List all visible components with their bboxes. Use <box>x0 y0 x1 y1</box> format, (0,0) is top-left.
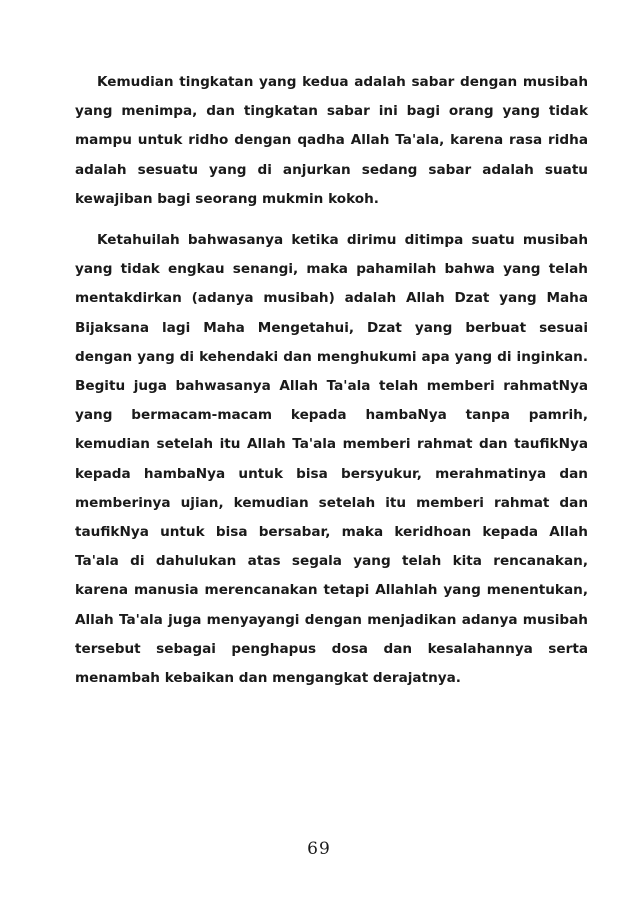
page-number: 69 <box>307 839 331 859</box>
paragraph-1: Kemudian tingkatan yang kedua adalah sabar dengan musibah yang menimpa, dan tingkatan sabar ini bagi orang yang tidak mampu untuk ridho dengan qadha Allah Ta'ala, karena rasa ridha adalah sesuatu yang di anjurkan sedang sabar adalah suatu kewajiban bagi seorang mukmin kokoh. <box>75 74 588 207</box>
paragraph-2: Ketahuilah bahwasanya ketika dirimu ditimpa suatu musibah yang tidak engkau senangi, maka pahamilah bahwa yang telah mentakdirkan (adanya musibah) adalah Allah Dzat yang Maha Bijaksana lagi Maha Mengetahui, Dzat yang berbuat sesuai dengan yang di kehendaki dan menghukumi apa yang di inginkan. Begitu juga bahwasanya Allah Ta'ala telah memberi rahmatNya yang bermacam-macam kepada hambaNya tanpa pamrih, kemudian setelah itu Allah Ta'ala memberi rahmat dan taufikNya kepada hambaNya untuk bisa bersyukur, merahmatinya dan memberinya ujian, kemudian setelah itu memberi rahmat dan taufikNya untuk bisa bersabar, maka keridhoan kepada Allah Ta'ala di dahulukan atas segala yang telah kita rencanakan, karena manusia merencanakan tetapi Allahlah yang menentukan, Allah Ta'ala juga menyayangi dengan menjadikan adanya musibah tersebut sebagai penghapus dosa dan kesalahannya serta menambah kebaikan dan mengangkat derajatnya. <box>75 232 588 687</box>
body-text <box>75 68 588 693</box>
